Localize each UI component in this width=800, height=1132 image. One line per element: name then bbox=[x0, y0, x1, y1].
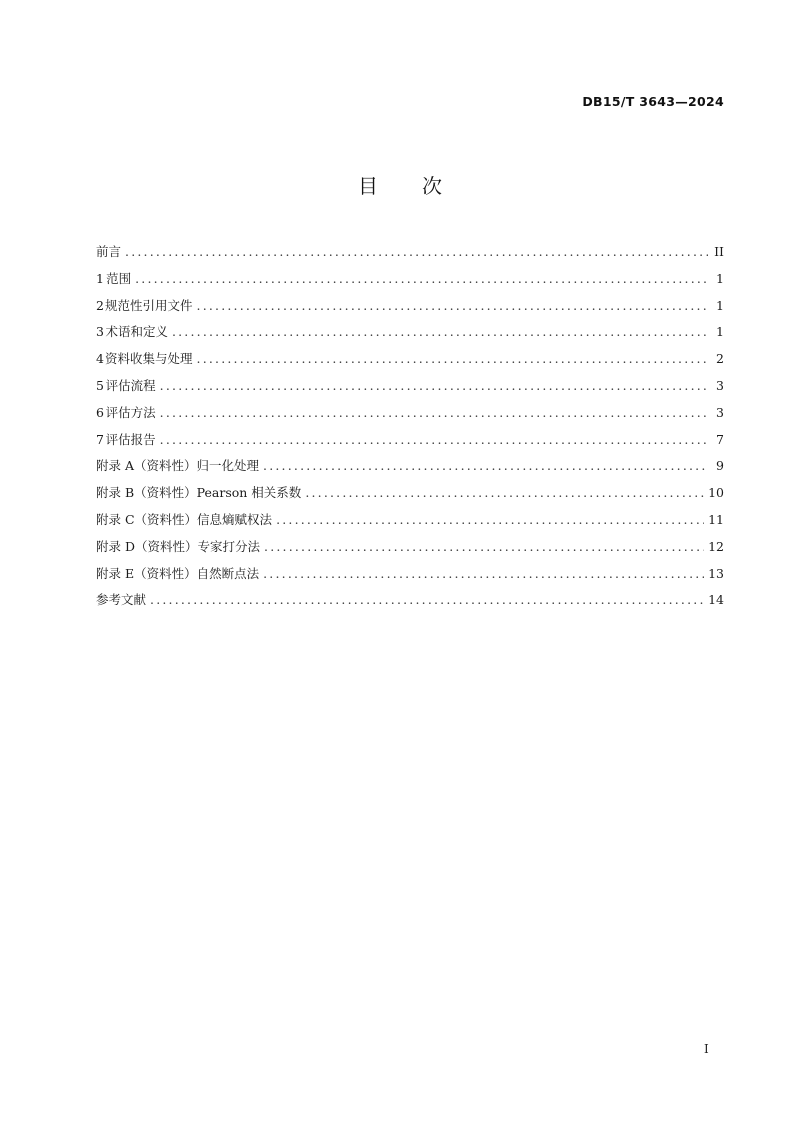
toc-entry-label: 资料收集与处理 bbox=[105, 351, 193, 367]
toc-entry-number: 7 bbox=[96, 431, 104, 447]
toc-page-number: II bbox=[714, 244, 724, 259]
toc-appendix-b[interactable] bbox=[96, 483, 724, 510]
toc-leader-dots bbox=[160, 405, 708, 420]
toc-entry-number: 6 bbox=[96, 404, 104, 420]
toc-entry-number: 5 bbox=[96, 377, 104, 393]
toc-entry-number: 3 bbox=[96, 324, 104, 340]
toc-entry-label: 评估流程 bbox=[105, 377, 156, 393]
page-number: I bbox=[704, 1042, 709, 1056]
toc-entry-2[interactable] bbox=[96, 296, 724, 323]
toc-entry-label: 前言 bbox=[96, 244, 122, 259]
appendix-prefix: 附录 E（资料性） bbox=[96, 565, 197, 581]
toc-page-number: 9 bbox=[716, 458, 724, 474]
toc-page-number: 7 bbox=[716, 431, 724, 447]
toc-entry-6[interactable] bbox=[96, 403, 724, 430]
toc-page-number: 14 bbox=[708, 592, 724, 608]
toc-leader-dots bbox=[263, 458, 708, 473]
toc-page-number: 2 bbox=[716, 351, 724, 367]
toc-leader-dots bbox=[263, 566, 704, 581]
toc-entry-label: 术语和定义 bbox=[105, 324, 168, 340]
toc-entry-label: 专家打分法 bbox=[197, 538, 261, 554]
toc-entry-3[interactable] bbox=[96, 322, 724, 349]
toc-leader-dots bbox=[172, 324, 708, 339]
toc-leader-dots bbox=[197, 351, 708, 366]
toc-entry-4[interactable] bbox=[96, 349, 724, 376]
toc-page-number: 12 bbox=[708, 538, 724, 554]
toc-entry-label: 参考文献 bbox=[96, 592, 147, 608]
toc-page-number: 1 bbox=[716, 270, 724, 286]
toc-entry-label: 归一化处理 bbox=[196, 458, 260, 474]
toc-appendix-d[interactable] bbox=[96, 537, 724, 564]
toc-appendix-c[interactable] bbox=[96, 510, 724, 537]
toc-leader-dots bbox=[197, 298, 708, 313]
toc-page-number: 1 bbox=[716, 324, 724, 340]
toc-page-number: 11 bbox=[708, 511, 724, 527]
toc-leader-dots bbox=[125, 244, 708, 259]
toc-entry-label: 评估方法 bbox=[105, 404, 156, 420]
toc-leader-dots bbox=[276, 512, 704, 527]
toc-page-number: 1 bbox=[716, 297, 724, 313]
toc-entry-label: 范围 bbox=[106, 270, 132, 286]
toc-title-char: 次 bbox=[422, 174, 442, 198]
appendix-prefix: 附录 B（资料性） bbox=[96, 485, 197, 501]
toc-entry-label: 评估报告 bbox=[105, 431, 156, 447]
toc-entry-label: 信息熵赋权法 bbox=[197, 511, 273, 527]
toc-entry-label: 规范性引用文件 bbox=[105, 297, 193, 313]
toc-page-number: 3 bbox=[716, 377, 724, 393]
toc-entry-7[interactable] bbox=[96, 430, 724, 457]
toc-page-number: 3 bbox=[716, 404, 724, 420]
toc-entry-label: 自然断点法 bbox=[196, 565, 260, 581]
toc-leader-dots bbox=[160, 432, 708, 447]
toc-appendix-e[interactable] bbox=[96, 564, 724, 591]
appendix-prefix: 附录 D（资料性） bbox=[96, 538, 198, 554]
toc-page-number: 13 bbox=[708, 565, 724, 581]
toc-leader-dots bbox=[135, 271, 708, 286]
toc-leader-dots bbox=[305, 485, 704, 500]
toc-appendix-a[interactable] bbox=[96, 456, 724, 483]
toc-entry-number: 2 bbox=[96, 297, 104, 313]
toc-entry-number: 4 bbox=[96, 351, 104, 367]
toc-entry-1[interactable] bbox=[96, 269, 724, 296]
toc-leader-dots bbox=[150, 592, 704, 607]
appendix-prefix: 附录 C（资料性） bbox=[96, 511, 198, 527]
toc-leader-dots bbox=[160, 378, 708, 393]
toc-title-char: 目 bbox=[358, 174, 378, 198]
toc-entry-references[interactable] bbox=[96, 590, 724, 617]
toc-entry-foreword[interactable] bbox=[96, 242, 724, 269]
toc-entry-label: Pearson 相关系数 bbox=[196, 485, 302, 501]
table-of-contents bbox=[96, 242, 724, 617]
toc-page-number: 10 bbox=[708, 485, 724, 501]
standard-code: DB15/T 3643—2024 bbox=[582, 94, 724, 109]
toc-entry-5[interactable] bbox=[96, 376, 724, 403]
appendix-prefix: 附录 A（资料性） bbox=[96, 458, 197, 474]
toc-leader-dots bbox=[264, 539, 704, 554]
toc-title bbox=[0, 170, 800, 199]
toc-entry-number: 1 bbox=[96, 270, 104, 286]
